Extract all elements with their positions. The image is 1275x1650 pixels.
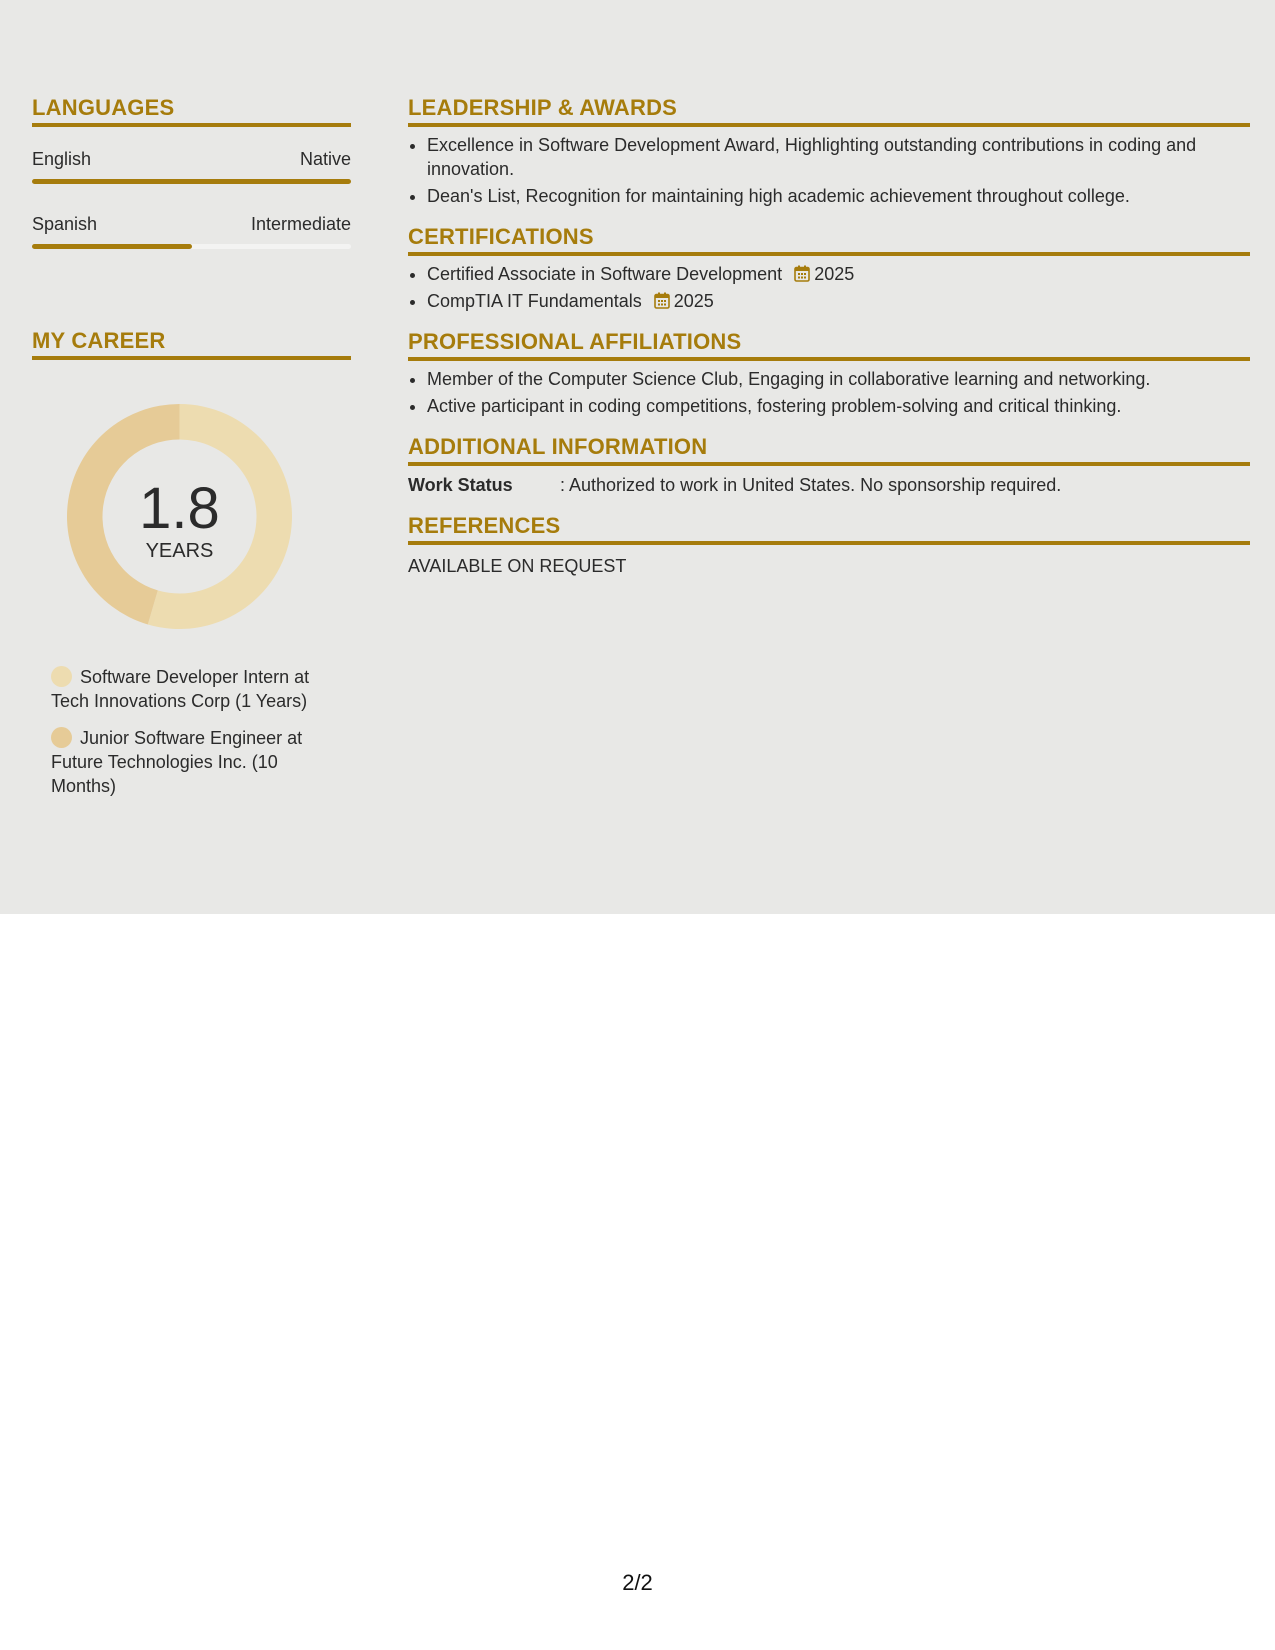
leadership-list	[408, 133, 1250, 208]
certifications-heading: CERTIFICATIONS	[408, 222, 1250, 256]
additional-info-section	[408, 432, 1250, 497]
calendar-icon	[654, 292, 670, 309]
certification-year: 2025	[814, 264, 855, 284]
certification-name: Certified Associate in Software Development	[427, 264, 783, 284]
career-section	[32, 326, 351, 798]
language-level: Native	[299, 149, 351, 169]
language-name: English	[32, 149, 92, 169]
language-item-spanish	[32, 212, 351, 249]
page-number: 2/2	[622, 1570, 653, 1595]
languages-section	[32, 93, 351, 249]
career-legend-item	[51, 726, 336, 798]
language-name: Spanish	[32, 214, 98, 234]
certification-item	[427, 289, 1250, 313]
work-status-row	[408, 473, 1250, 497]
languages-heading: LANGUAGES	[32, 93, 351, 127]
list-item: • Dean's List, Recognition for maintaining high academic achievement throughout college.	[427, 184, 1250, 208]
career-donut-chart	[67, 404, 292, 629]
language-proficiency-bar	[32, 179, 351, 184]
references-section	[408, 511, 1250, 578]
affiliations-heading: PROFESSIONAL AFFILIATIONS	[408, 327, 1250, 361]
language-proficiency-bar	[32, 244, 351, 249]
affiliations-list	[408, 367, 1250, 418]
donut-center	[67, 404, 292, 629]
career-total-unit: YEARS	[145, 540, 214, 562]
career-legend	[51, 665, 336, 798]
list-item: • Member of the Computer Science Club, Engaging in collaborative learning and networking.	[427, 367, 1250, 391]
career-legend-item	[51, 665, 336, 713]
list-item: • Active participant in coding competitions, fostering problem-solving and critical thinking.	[427, 394, 1250, 418]
left-column	[32, 93, 351, 811]
references-heading: REFERENCES	[408, 511, 1250, 545]
certification-year: 2025	[673, 291, 714, 311]
certification-name: CompTIA IT Fundamentals	[427, 291, 642, 311]
language-proficiency-fill	[32, 244, 192, 249]
career-total-value: 1.8	[139, 476, 220, 541]
language-item-english	[32, 147, 351, 184]
affiliations-section	[408, 327, 1250, 418]
legend-label: Software Developer Intern at Tech Innovations Corp (1 Years)	[51, 667, 310, 711]
legend-dot	[51, 727, 72, 748]
work-status-label: Work Status	[408, 475, 513, 495]
calendar-icon	[794, 265, 810, 282]
legend-label: Junior Software Engineer at Future Technologies Inc. (10 Months)	[51, 728, 303, 796]
certification-item	[427, 262, 1250, 286]
language-proficiency-fill	[32, 179, 351, 184]
legend-dot	[51, 666, 72, 687]
additional-info-heading: ADDITIONAL INFORMATION	[408, 432, 1250, 466]
leadership-heading: LEADERSHIP & AWARDS	[408, 93, 1250, 127]
references-text: AVAILABLE ON REQUEST	[408, 556, 627, 576]
work-status-value: : Authorized to work in United States. No sponsorship required.	[560, 475, 1062, 495]
career-heading: MY CAREER	[32, 326, 351, 360]
language-level: Intermediate	[250, 214, 351, 234]
leadership-section	[408, 93, 1250, 208]
right-column	[408, 93, 1250, 578]
list-item: • Excellence in Software Development Award, Highlighting outstanding contributions in coding and innovation.	[427, 133, 1250, 181]
certifications-section	[408, 222, 1250, 313]
certifications-list	[408, 262, 1250, 313]
